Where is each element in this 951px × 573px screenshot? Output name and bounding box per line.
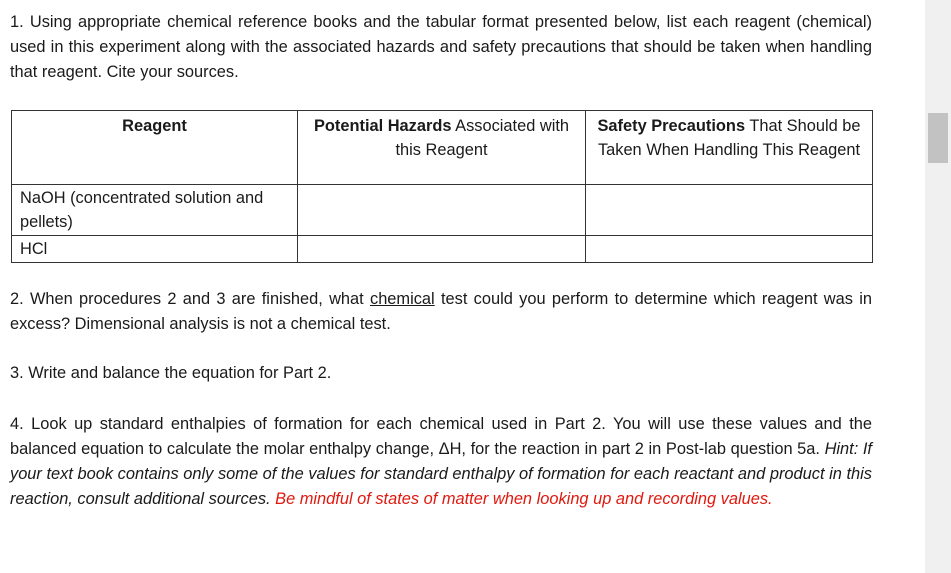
header-reagent: Reagent <box>12 111 298 185</box>
vertical-scrollbar-track[interactable] <box>925 0 951 573</box>
table-header-row <box>12 111 873 185</box>
cell-reagent: NaOH (concentrated solution and pellets) <box>12 185 298 236</box>
table-row <box>12 236 873 263</box>
question-4-warning: Be mindful of states of matter when looking up and recording values. <box>275 490 773 508</box>
vertical-scrollbar-thumb[interactable] <box>928 113 948 163</box>
question-3 <box>10 361 872 386</box>
question-3-text: 3. Write and balance the equation for Part 2. <box>10 364 332 382</box>
cell-safety[interactable] <box>586 185 873 236</box>
question-4-hint: Hint: If your text book contains only some of the values for standard enthalpy of formation for each reactant and product in this reaction, consult additional sources. <box>10 440 872 508</box>
question-2-text-end: test could you perform to determine which reagent was in excess? Dimensional analysis is not a chemical test. <box>10 290 872 333</box>
question-2-text-start: 2. When procedures 2 and 3 are finished, what <box>10 290 370 308</box>
cell-safety[interactable] <box>586 236 873 263</box>
question-4 <box>10 412 872 512</box>
header-safety: Safety Precautions That Should be Taken When Handling This Reagent <box>586 111 873 185</box>
table-row <box>12 185 873 236</box>
cell-reagent: HCl <box>12 236 298 263</box>
question-4-text: 4. Look up standard enthalpies of formation for each chemical used in Part 2. You will use these values and the balanced equation to calculate the molar enthalpy change, ΔH, for the reaction in part 2 in Post-lab question 5a. <box>10 415 872 458</box>
question-2-underlined: chemical <box>370 290 435 308</box>
hazards-table <box>11 110 873 263</box>
cell-hazards[interactable] <box>298 236 586 263</box>
question-1 <box>10 10 872 85</box>
cell-hazards[interactable] <box>298 185 586 236</box>
question-1-text: 1. Using appropriate chemical reference books and the tabular format presented below, list each reagent (chemical) used in this experiment along with the associated hazards and safety precautions that should be taken when handling that reagent. Cite your sources. <box>10 13 872 81</box>
header-hazards: Potential Hazards Associated with this Reagent <box>298 111 586 185</box>
question-2 <box>10 287 872 337</box>
